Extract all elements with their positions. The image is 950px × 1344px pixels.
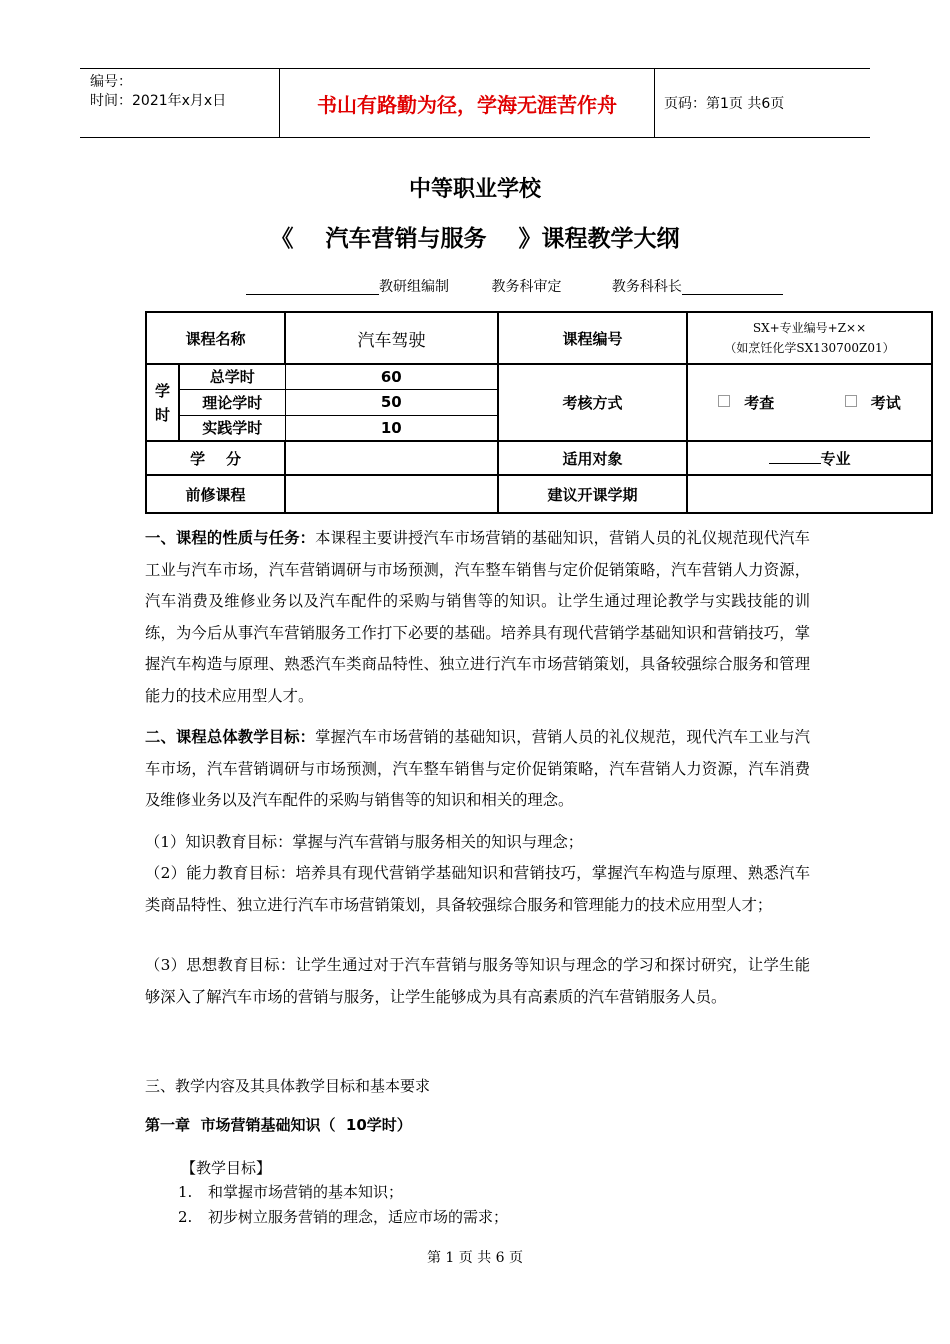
- objective-ideology: （3）思想教育目标：让学生通过对于汽车营销与服务等知识与理念的学习和探讨研究，让学生能够深入了解汽车市场的营销与服务，让学生能够成为具有高素质的汽车营销服务人员。: [145, 956, 810, 1006]
- term-value: [687, 475, 932, 513]
- dept-head-blank: [682, 278, 783, 295]
- time-label: 时间：2021年x月x日: [90, 93, 227, 109]
- header-meta: [80, 69, 280, 137]
- dept-head: 教务科科长: [611, 279, 682, 295]
- chapter1-title: 第一章 市场营销基础知识（ 10学时）: [145, 1116, 412, 1134]
- objective-ability: （2）能力教育目标：培养具有现代营销学基础知识和营销技巧，掌握汽车构造与原理、熟悉汽车类商品特性、独立进行汽车市场营销策划，具备较强综合服务和管理能力的技术应用型人才；: [145, 864, 810, 914]
- course-code-label: 课程编号: [498, 312, 687, 364]
- course-code-example: （如烹饪化学SX130700Z01）: [724, 341, 895, 355]
- section2-body: 掌握汽车市场营销的基础知识，营销人员的礼仪规范，现代汽车工业与汽车市场，汽车营销调研与市场预测，汽车整车销售与定价促销策略，汽车营销人力资源，汽车消费及维修业务以及汽车配件的采购与销售等的知识和相关的理念。: [145, 728, 810, 809]
- school-title: 中等职业学校: [408, 177, 541, 202]
- prereq-label: 前修课程: [146, 475, 285, 513]
- credit-value: [285, 441, 498, 475]
- course-title: 《 汽车营销与服务 》课程教学大纲: [270, 226, 680, 252]
- section1-heading: 一、课程的性质与任务：: [145, 529, 316, 547]
- course-code-format: SX+专业编号+Z××: [752, 321, 867, 335]
- course-name-value: 汽车驾驶: [285, 312, 498, 364]
- page-header: [80, 68, 870, 138]
- assessment-option-exam: 考试: [870, 394, 901, 412]
- practice-hours-value: 10: [285, 415, 498, 441]
- signature-line: [246, 276, 783, 296]
- compiler-blank: [246, 278, 379, 295]
- objective-knowledge: （1）知识教育目标：掌握与汽车营销与服务相关的知识与理念；: [145, 833, 584, 851]
- total-hours-label: 总学时: [179, 364, 285, 389]
- section-overall-goal: [145, 722, 810, 817]
- assessment-options: [687, 364, 932, 441]
- section-nature-task: [145, 523, 810, 712]
- goal-item: 1. 和掌握市场营销的基本知识；: [178, 1183, 404, 1201]
- theory-hours-label: 理论学时: [179, 389, 285, 415]
- credit-label: 学 分: [146, 441, 285, 475]
- reviewed-by: 教务科审定: [491, 279, 562, 295]
- goal-item: 2. 初步树立服务营销的理念，适应市场的需求；: [178, 1208, 509, 1226]
- number-label: 编号：: [90, 74, 132, 90]
- page-footer: 第 1 页 共 6 页: [426, 1250, 524, 1266]
- assessment-label: 考核方式: [498, 364, 687, 441]
- theory-hours-value: 50: [285, 389, 498, 415]
- course-code-value: [687, 312, 932, 364]
- practice-hours-label: 实践学时: [179, 415, 285, 441]
- target-label: 适用对象: [498, 441, 687, 475]
- header-page-info: 页码：第1页 共6页: [664, 96, 785, 112]
- target-value: 专业: [687, 441, 932, 475]
- total-hours-value: 60: [285, 364, 498, 389]
- compiled-by: 教研组编制: [379, 279, 449, 295]
- exam-test-checkbox[interactable]: [845, 395, 857, 407]
- prereq-value: [285, 475, 498, 513]
- course-name-label: 课程名称: [146, 312, 285, 364]
- hours-group-label: 学时: [146, 364, 179, 441]
- section2-heading: 二、课程总体教学目标：: [145, 728, 316, 746]
- header-motto: 书山有路勤为径，学海无涯苦作舟: [280, 69, 655, 137]
- teaching-goal-label: 【教学目标】: [181, 1159, 272, 1177]
- assessment-option-check: 考查: [744, 394, 775, 412]
- term-label: 建议开课学期: [498, 475, 687, 513]
- section1-body: 本课程主要讲授汽车市场营销的基础知识，营销人员的礼仪规范现代汽车工业与汽车市场，汽车营销调研与市场预测，汽车整车销售与定价促销策略，汽车营销人力资源，汽车消费及维修业务以及汽车配件的采购与销售等的知识。让学生通过理论教学与实践技能的训练，为今后从事汽车营销服务工作打下必要的基础。培养具有现代营销学基础知识和营销技巧，掌握汽车构造与原理、熟悉汽车类商品特性、独立进行汽车市场营销策划，具备较强综合服务和管理能力的技术应用型人才。: [145, 529, 810, 705]
- course-info-table: [145, 311, 933, 514]
- exam-check-checkbox[interactable]: [718, 395, 730, 407]
- section3-heading: 三、教学内容及其具体教学目标和基本要求: [145, 1077, 431, 1095]
